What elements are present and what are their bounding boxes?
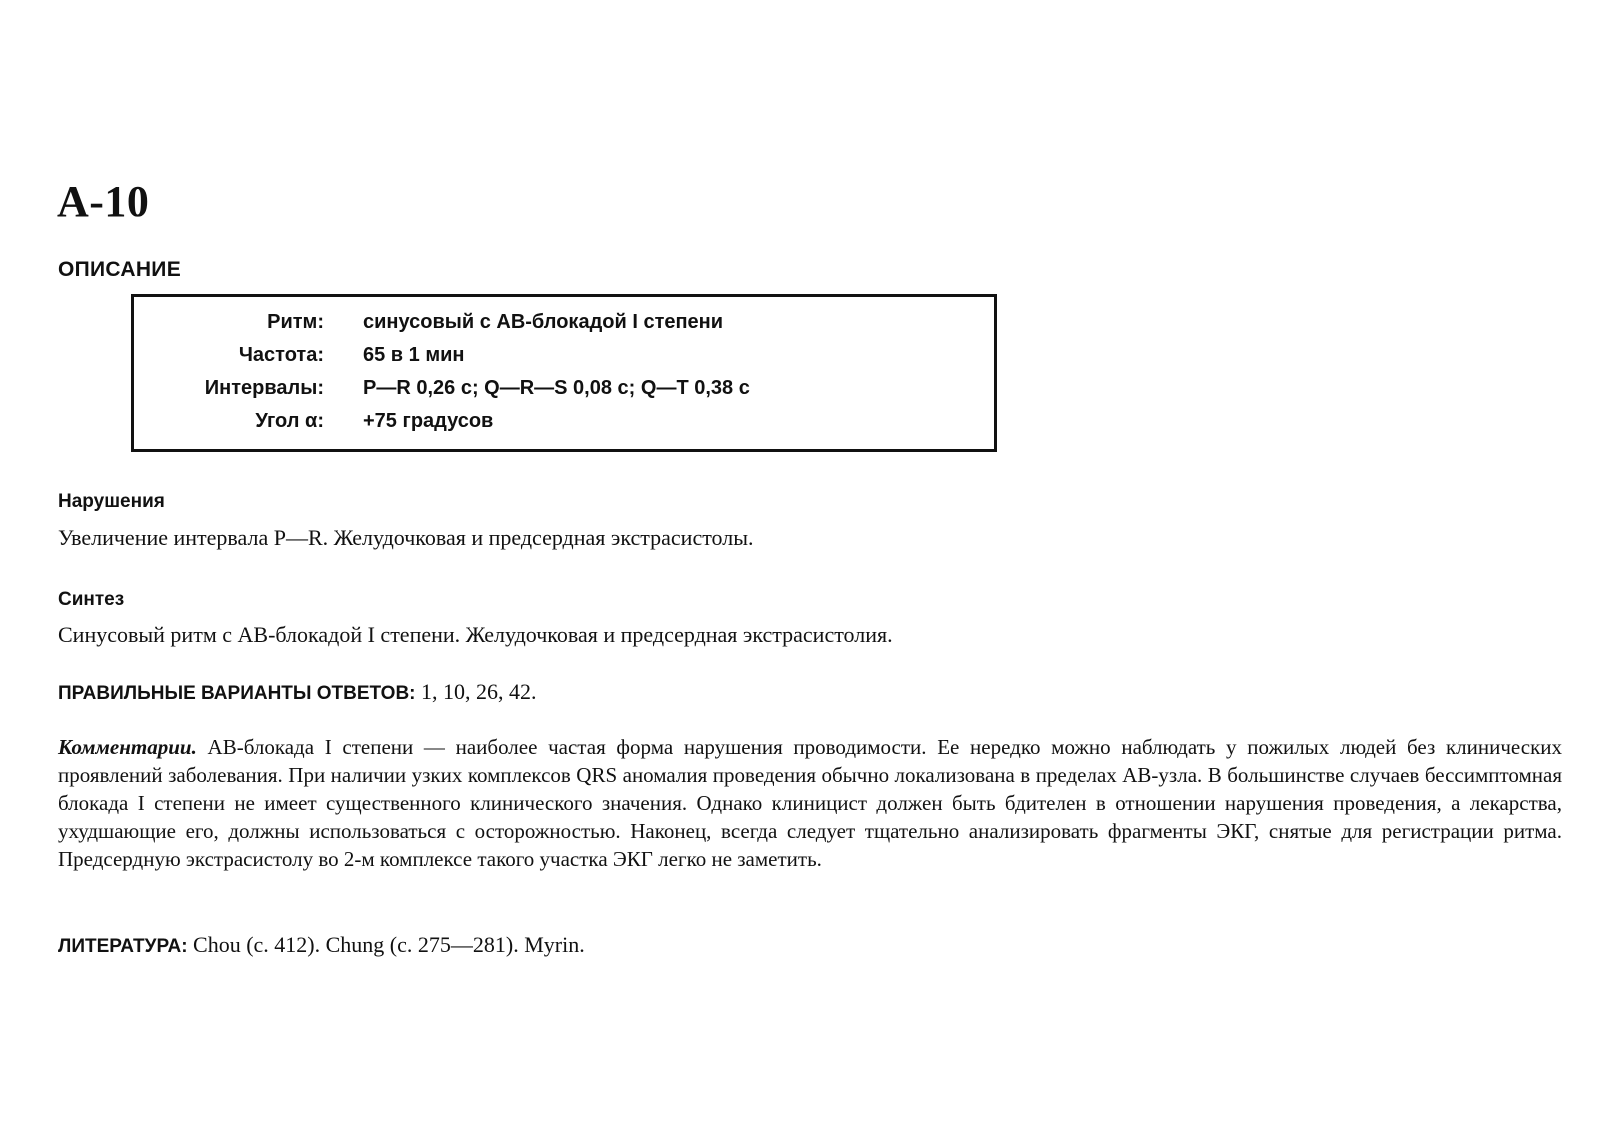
comments-text: АВ-блокада I степени — наиболее частая форма нарушения проводимости. Ее нередко можно наблюдать у пожилых людей без клинических проявлений заболевания. При наличии узких комплексов QRS аномалия проведения обычно локализована в пределах АВ-узла. В большинстве случаев бессимптомная блокада I степени не имеет существенного клинического значения. Однако клиницист должен быть бдителен в отношении нарушения проведения, а лекарства, ухудшающие его, должны использоваться с осторожностью. Наконец, всегда следует тщательно анализировать фрагменты ЭКГ, снятые для регистрации ритма. Предсердную экстрасистолу во 2-м комплексе такого участка ЭКГ легко не заметить. <box>58 735 1563 871</box>
comments-label: Комментарии. <box>58 735 197 759</box>
rate-value: 65 в 1 мин <box>363 344 465 366</box>
synthesis-text: Синусовый ритм с АВ-блокадой I степени. Желудочковая и предсердная экстрасистолия. <box>58 622 893 647</box>
violations-heading: Нарушения <box>58 491 165 512</box>
axis-value: +75 градусов <box>363 410 494 432</box>
intervals-label: Интервалы: <box>204 377 324 399</box>
literature-label: ЛИТЕРАТУРА: <box>58 936 188 957</box>
violations-text: Увеличение интервала P—R. Желудочковая и предсердная экстрасистолы. <box>58 525 754 550</box>
intervals-value: P—R 0,26 с; Q—R—S 0,08 с; Q—T 0,38 с <box>363 377 750 399</box>
case-id: А-10 <box>57 177 150 226</box>
description-box <box>131 294 997 452</box>
description-row-intervals <box>134 372 994 404</box>
axis-label: Угол α: <box>255 410 324 432</box>
answers-label: ПРАВИЛЬНЫЕ ВАРИАНТЫ ОТВЕТОВ: <box>58 683 416 704</box>
description-heading: ОПИСАНИЕ <box>58 258 181 281</box>
literature-line <box>58 932 585 958</box>
description-row-rate <box>134 339 994 371</box>
rate-label: Частота: <box>238 344 324 366</box>
rhythm-value: синусовый с АВ-блокадой I степени <box>363 311 724 333</box>
answers-line <box>58 679 537 705</box>
literature-value: Chou (с. 412). Chung (с. 275—281). Myrin. <box>193 932 585 957</box>
synthesis-heading: Синтез <box>58 589 125 610</box>
answers-value: 1, 10, 26, 42. <box>421 679 537 704</box>
description-row-axis <box>134 405 994 437</box>
rhythm-label: Ритм: <box>267 311 324 333</box>
comments-paragraph <box>58 733 1562 873</box>
description-row-rhythm <box>134 306 994 338</box>
